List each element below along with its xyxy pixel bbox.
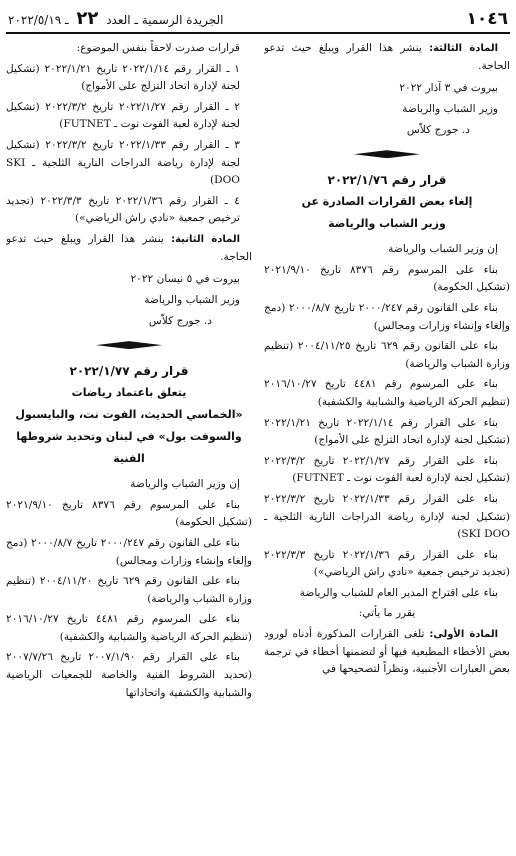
decision-76-clause-5: بناء على القرار رقم ٢٠٢٢/١/١٤ تاريخ ٢٠٢٢/١/٢١ (تشكيل لجنة لإدارة اتحاد التزلج على الأمواج) — [264, 416, 510, 447]
decision-76-clause-2: بناء على القانون رقم ٢٠٠٠/٢٤٧ تاريخ ٢٠٠٠/٨/٧ (دمج وإلغاء وإنشاء وزارات ومجالس) — [264, 301, 510, 332]
later-decision-item-1: ١ ـ القرار رقم ٢٠٢٢/١/١٤ تاريخ ٢٠٢٢/١/٢١ (تشكيل لجنة لإدارة اتحاد التزلج على الأمواج) — [6, 62, 240, 93]
page-number: ١٠٤٦ — [466, 9, 508, 29]
decision-76-subject-line2: وزير الشباب والرياضة — [328, 217, 446, 231]
decision-77-subject-line1: يتعلق باعتماد رياضات — [71, 386, 187, 400]
right-column — [264, 40, 510, 856]
decision-77-subject-line3: والسوفت بول» في لبنان وتحديد شروطها الفنية — [16, 430, 242, 466]
page-header — [6, 6, 510, 34]
section-divider-2 — [6, 340, 252, 350]
decision-77-title: قرار رقم ٢٠٢٢/١/٧٧ — [69, 364, 189, 379]
decision-77-clause-5: بناء على القرار رقم ٢٠٠٧/١/٩٠ تاريخ ٢٠٠٧/٧/٢٦ (تحديد الشروط الفنية والخاصة للجمعيات الرياضية والشبابية والكشفية واتحاداتها — [6, 651, 252, 699]
article-three-text: ينشر هذا القرار ويبلغ حيث تدعو الحاجة. — [264, 42, 510, 72]
decision-76-clause-9: بناء على اقتراح المدير العام للشباب والرياضة — [299, 586, 498, 599]
decision-76-clause-6: بناء على القرار رقم ٢٠٢٢/١/٢٧ تاريخ ٢٠٢٢/٣/٢ (تشكيل لجنة لإدارة لعبة الفوت نوت ـ FUTNET) — [264, 454, 510, 485]
signature-name: د. جورج كلاّس — [406, 124, 470, 137]
decision-76-clause-8: بناء على القرار رقم ٢٠٢٢/١/٣٦ تاريخ ٢٠٢٢/٣/٣ (تجديد ترخيص جمعية «نادي راش الرياضي») — [264, 548, 510, 579]
article-one — [264, 626, 510, 679]
decision-77-clause-1: بناء على المرسوم رقم ٨٣٧٦ تاريخ ٢٠٢١/٩/١٠ (تشكيل الحكومة) — [6, 498, 252, 529]
decision-77-clause-4: بناء على المرسوم رقم ٤٤٨١ تاريخ ٢٠١٦/١٠/٢٧ (تنظيم الحركة الرياضية والشبابية والكشفية) — [6, 613, 252, 643]
gazette-name: الجريدة الرسمية ـ العدد — [106, 13, 224, 27]
decision-76-intro: إن وزير الشباب والرياضة — [388, 243, 498, 256]
later-decision-item-4: ٤ ـ القرار رقم ٢٠٢٢/١/٣٦ تاريخ ٢٠٢٢/٣/٣ (تجديد ترخيص جمعية «نادي راش الرياضي») — [6, 194, 240, 225]
later-decision-item-2: ٢ ـ القرار رقم ٢٠٢٢/١/٢٧ تاريخ ٢٠٢٢/٣/٢ (تشكيل لجنة لإدارة لعبة الفوت نوت ـ FUTNET) — [6, 100, 240, 131]
decision-77-subject — [6, 382, 252, 470]
signature-title: وزير الشباب والرياضة — [402, 103, 498, 116]
decision-77-clause-3: بناء على القانون رقم ٦٢٩ تاريخ ٢٠٠٤/١١/٢٠ (تنظيم وزارة الشباب والرياضة) — [6, 575, 252, 605]
decision-77-subject-line2: «الخماسي الحديث، الفوت نت، والبايسبول — [15, 408, 243, 422]
decision-76-clause-7: بناء على القرار رقم ٢٠٢٢/١/٣٣ تاريخ ٢٠٢٢/٣/٢ (تشكيل لجنة لإدارة رياضة الدراجات النارية الثلجية ـ SKI DOO) — [264, 492, 510, 541]
issue-number: ٢٢ — [76, 8, 99, 29]
diamond-ornament — [354, 150, 420, 158]
gazette-issue-line — [8, 8, 224, 29]
diamond-ornament-2 — [96, 341, 162, 349]
signature-place-date: بيروت في ٣ آذار ٢٠٢٢ — [399, 82, 498, 95]
left-column — [6, 40, 252, 856]
signature-name-2: د. جورج كلاّس — [148, 315, 212, 328]
decision-76-clause-3: بناء على القانون رقم ٦٢٩ تاريخ ٢٠٠٤/١١/٢٥ (تنظيم وزارة الشباب والرياضة) — [264, 340, 510, 370]
decision-76-subject — [264, 191, 510, 235]
decision-76-title: قرار رقم ٢٠٢٢/١/٧٦ — [327, 173, 447, 188]
decision-76-clause-4: بناء على المرسوم رقم ٤٤٨١ تاريخ ٢٠١٦/١٠/٢٧ (تنظيم الحركة الرياضية والشبابية والكشفية) — [264, 378, 510, 408]
decision-77-intro: إن وزير الشباب والرياضة — [130, 478, 240, 491]
section-divider — [264, 149, 510, 159]
columns — [6, 40, 510, 856]
signature-title-2: وزير الشباب والرياضة — [144, 294, 240, 307]
article-one-label: المادة الأولى: — [429, 629, 498, 641]
article-two-label: المادة الثانية: — [171, 233, 240, 245]
decision-76-subject-line1: إلغاء بعض القرارات الصادرة عن — [301, 195, 473, 209]
article-three — [264, 40, 510, 75]
decision-76-clause-1: بناء على المرسوم رقم ٨٣٧٦ تاريخ ٢٠٢١/٩/١٠ (تشكيل الحكومة) — [264, 263, 510, 294]
article-two — [6, 231, 252, 266]
signature-place-date-2: بيروت في ٥ نيسان ٢٠٢٢ — [130, 273, 240, 286]
decision-77-clause-2: بناء على القانون رقم ٢٠٠٠/٢٤٧ تاريخ ٢٠٠٠/٨/٧ (دمج وإلغاء وإنشاء وزارات ومجالس) — [6, 536, 252, 567]
article-two-text: ينشر هذا القرار ويبلغ حيث تدعو الحاجة. — [6, 232, 252, 263]
issue-date: ـ ٢٠٢٢/٥/١٩ — [8, 13, 69, 27]
article-one-text: تلغى القرارات المذكورة أدناه لورود بعض الأخطاء المطبعية فيها أو لتضمنها أخطاء في ترجمة بعض العبارات الأجنبية، ونظراً لتصحيحها في — [264, 628, 510, 676]
article-three-label: المادة الثالثة: — [429, 43, 498, 54]
later-decision-item-3: ٣ ـ القرار رقم ٢٠٢٢/١/٣٣ تاريخ ٢٠٢٢/٣/٢ (تشكيل لجنة لإدارة رياضة الدراجات النارية الثلجية ـ SKI DOO) — [6, 138, 240, 187]
decides-line: يقرر ما يأتي: — [358, 607, 416, 620]
later-decisions-intro: قرارات صدرت لاحقاً بنفس الموضوع: — [76, 42, 240, 54]
